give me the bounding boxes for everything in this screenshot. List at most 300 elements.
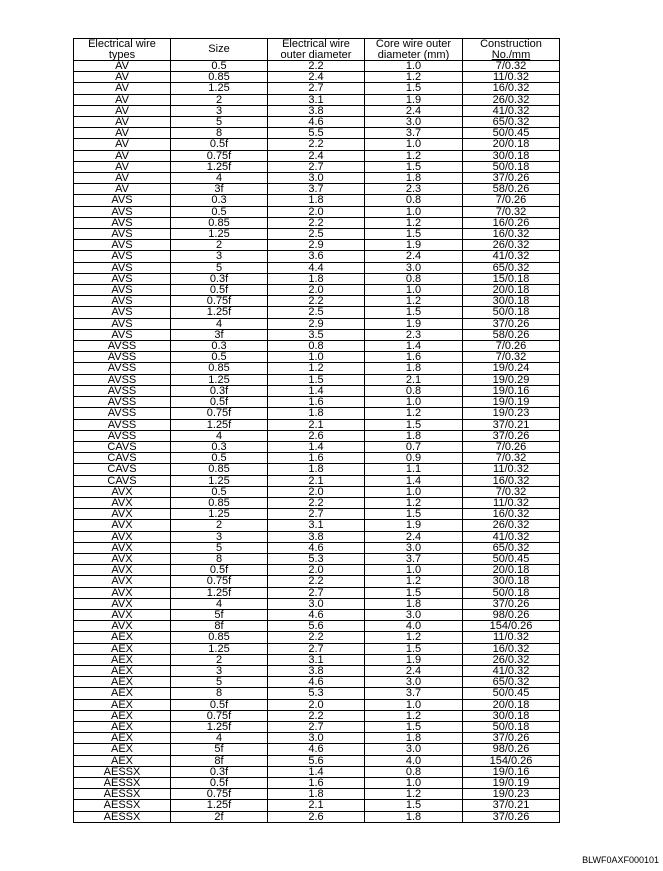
cell-wire-type: AVS bbox=[74, 329, 171, 340]
cell-core-diameter: 1.4 bbox=[365, 341, 463, 352]
cell-outer-diameter: 4.6 bbox=[268, 744, 365, 755]
table-row bbox=[74, 497, 560, 508]
cell-wire-type: AVS bbox=[74, 273, 171, 284]
cell-outer-diameter: 5.5 bbox=[268, 128, 365, 139]
table-row bbox=[74, 173, 560, 184]
cell-size: 4 bbox=[171, 733, 268, 744]
cell-outer-diameter: 3.0 bbox=[268, 598, 365, 609]
table-row bbox=[74, 587, 560, 598]
cell-wire-type: AESSX bbox=[74, 811, 171, 822]
table-row bbox=[74, 94, 560, 105]
cell-wire-type: AV bbox=[74, 105, 171, 116]
cell-core-diameter: 1.5 bbox=[365, 587, 463, 598]
table-body bbox=[74, 61, 560, 823]
cell-construction: 7/0.26 bbox=[463, 341, 560, 352]
cell-core-diameter: 2.4 bbox=[365, 665, 463, 676]
cell-core-diameter: 1.8 bbox=[365, 363, 463, 374]
table-row bbox=[74, 464, 560, 475]
cell-construction: 11/0.32 bbox=[463, 497, 560, 508]
header-core-line1: Core wire outer bbox=[375, 38, 452, 50]
cell-core-diameter: 1.4 bbox=[365, 475, 463, 486]
cell-outer-diameter: 3.6 bbox=[268, 251, 365, 262]
cell-construction: 50/0.18 bbox=[463, 721, 560, 732]
cell-core-diameter: 1.0 bbox=[365, 565, 463, 576]
cell-wire-type: AEX bbox=[74, 721, 171, 732]
cell-outer-diameter: 2.0 bbox=[268, 699, 365, 710]
cell-size: 1.25 bbox=[171, 83, 268, 94]
cell-size: 0.3 bbox=[171, 195, 268, 206]
cell-core-diameter: 1.0 bbox=[365, 285, 463, 296]
cell-wire-type: AV bbox=[74, 61, 171, 72]
table-row bbox=[74, 251, 560, 262]
cell-size: 0.5 bbox=[171, 486, 268, 497]
cell-outer-diameter: 1.0 bbox=[268, 352, 365, 363]
cell-core-diameter: 1.0 bbox=[365, 486, 463, 497]
cell-core-diameter: 0.8 bbox=[365, 766, 463, 777]
cell-wire-type: AVX bbox=[74, 576, 171, 587]
cell-size: 0.75f bbox=[171, 710, 268, 721]
table-row bbox=[74, 654, 560, 665]
cell-outer-diameter: 2.7 bbox=[268, 587, 365, 598]
cell-size: 1.25 bbox=[171, 374, 268, 385]
cell-core-diameter: 2.3 bbox=[365, 329, 463, 340]
cell-size: 3 bbox=[171, 105, 268, 116]
cell-core-diameter: 1.2 bbox=[365, 789, 463, 800]
table-row bbox=[74, 150, 560, 161]
cell-core-diameter: 3.7 bbox=[365, 553, 463, 564]
cell-construction: 15/0.18 bbox=[463, 273, 560, 284]
cell-size: 0.5f bbox=[171, 139, 268, 150]
cell-wire-type: AVSS bbox=[74, 352, 171, 363]
table-row bbox=[74, 766, 560, 777]
table-row bbox=[74, 83, 560, 94]
cell-outer-diameter: 1.5 bbox=[268, 374, 365, 385]
cell-construction: 37/0.26 bbox=[463, 598, 560, 609]
cell-construction: 37/0.21 bbox=[463, 419, 560, 430]
cell-construction: 7/0.32 bbox=[463, 486, 560, 497]
cell-core-diameter: 1.0 bbox=[365, 139, 463, 150]
cell-size: 1.25 bbox=[171, 509, 268, 520]
cell-construction: 30/0.18 bbox=[463, 576, 560, 587]
cell-outer-diameter: 4.6 bbox=[268, 542, 365, 553]
cell-construction: 16/0.32 bbox=[463, 475, 560, 486]
document-code: BLWF0AXF000101 bbox=[582, 855, 659, 865]
cell-wire-type: AVS bbox=[74, 307, 171, 318]
cell-size: 1.25f bbox=[171, 161, 268, 172]
cell-core-diameter: 1.9 bbox=[365, 318, 463, 329]
cell-construction: 19/0.19 bbox=[463, 397, 560, 408]
table-row bbox=[74, 553, 560, 564]
cell-core-diameter: 2.3 bbox=[365, 184, 463, 195]
cell-construction: 30/0.18 bbox=[463, 150, 560, 161]
cell-construction: 11/0.32 bbox=[463, 632, 560, 643]
cell-size: 3 bbox=[171, 251, 268, 262]
cell-wire-type: CAVS bbox=[74, 453, 171, 464]
cell-size: 5f bbox=[171, 609, 268, 620]
table-row bbox=[74, 609, 560, 620]
cell-outer-diameter: 1.6 bbox=[268, 778, 365, 789]
table-header bbox=[74, 39, 560, 61]
table-row bbox=[74, 789, 560, 800]
cell-wire-type: AV bbox=[74, 150, 171, 161]
header-wire-type-line2: types bbox=[108, 48, 136, 61]
table-row bbox=[74, 811, 560, 822]
cell-wire-type: AVS bbox=[74, 206, 171, 217]
cell-size: 5 bbox=[171, 677, 268, 688]
cell-core-diameter: 1.8 bbox=[365, 733, 463, 744]
cell-outer-diameter: 2.7 bbox=[268, 643, 365, 654]
cell-size: 8f bbox=[171, 755, 268, 766]
table-row bbox=[74, 475, 560, 486]
table-row bbox=[74, 341, 560, 352]
cell-wire-type: AEX bbox=[74, 733, 171, 744]
cell-construction: 26/0.32 bbox=[463, 94, 560, 105]
cell-wire-type: AVSS bbox=[74, 419, 171, 430]
cell-size: 0.85 bbox=[171, 363, 268, 374]
cell-size: 8 bbox=[171, 688, 268, 699]
cell-construction: 50/0.45 bbox=[463, 128, 560, 139]
cell-core-diameter: 3.0 bbox=[365, 677, 463, 688]
cell-outer-diameter: 5.6 bbox=[268, 755, 365, 766]
cell-size: 8 bbox=[171, 553, 268, 564]
cell-size: 0.3f bbox=[171, 385, 268, 396]
cell-construction: 16/0.26 bbox=[463, 217, 560, 228]
table-row bbox=[74, 72, 560, 83]
table-row bbox=[74, 721, 560, 732]
cell-outer-diameter: 1.8 bbox=[268, 408, 365, 419]
table-row bbox=[74, 184, 560, 195]
cell-construction: 50/0.45 bbox=[463, 688, 560, 699]
cell-construction: 65/0.32 bbox=[463, 542, 560, 553]
cell-wire-type: AESSX bbox=[74, 789, 171, 800]
cell-wire-type: AEX bbox=[74, 665, 171, 676]
table-row bbox=[74, 800, 560, 811]
table-row bbox=[74, 229, 560, 240]
cell-wire-type: AVS bbox=[74, 296, 171, 307]
cell-construction: 16/0.32 bbox=[463, 509, 560, 520]
cell-outer-diameter: 1.4 bbox=[268, 766, 365, 777]
cell-outer-diameter: 5.6 bbox=[268, 621, 365, 632]
cell-size: 0.75f bbox=[171, 789, 268, 800]
cell-size: 3f bbox=[171, 184, 268, 195]
cell-outer-diameter: 1.6 bbox=[268, 397, 365, 408]
cell-size: 0.3 bbox=[171, 441, 268, 452]
header-outer-line1: Electrical wire bbox=[282, 38, 350, 50]
cell-core-diameter: 0.7 bbox=[365, 441, 463, 452]
cell-construction: 50/0.18 bbox=[463, 307, 560, 318]
cell-outer-diameter: 2.0 bbox=[268, 565, 365, 576]
cell-size: 1.25f bbox=[171, 800, 268, 811]
table-row bbox=[74, 329, 560, 340]
cell-size: 1.25f bbox=[171, 419, 268, 430]
table-row bbox=[74, 397, 560, 408]
cell-size: 0.5f bbox=[171, 285, 268, 296]
cell-wire-type: AV bbox=[74, 128, 171, 139]
cell-construction: 20/0.18 bbox=[463, 699, 560, 710]
cell-size: 5f bbox=[171, 744, 268, 755]
cell-size: 0.5 bbox=[171, 61, 268, 72]
table-row bbox=[74, 430, 560, 441]
cell-outer-diameter: 2.1 bbox=[268, 475, 365, 486]
cell-wire-type: AV bbox=[74, 173, 171, 184]
wire-spec-table bbox=[73, 38, 560, 823]
cell-wire-type: AVS bbox=[74, 195, 171, 206]
cell-wire-type: AVS bbox=[74, 285, 171, 296]
cell-construction: 30/0.18 bbox=[463, 296, 560, 307]
cell-outer-diameter: 3.8 bbox=[268, 531, 365, 542]
cell-wire-type: AV bbox=[74, 83, 171, 94]
cell-core-diameter: 2.4 bbox=[365, 531, 463, 542]
cell-outer-diameter: 1.8 bbox=[268, 789, 365, 800]
cell-size: 1.25f bbox=[171, 307, 268, 318]
cell-outer-diameter: 3.7 bbox=[268, 184, 365, 195]
cell-size: 5 bbox=[171, 542, 268, 553]
cell-core-diameter: 3.0 bbox=[365, 262, 463, 273]
cell-construction: 37/0.26 bbox=[463, 811, 560, 822]
cell-wire-type: AEX bbox=[74, 632, 171, 643]
cell-size: 1.25 bbox=[171, 475, 268, 486]
cell-wire-type: AVX bbox=[74, 531, 171, 542]
cell-outer-diameter: 1.4 bbox=[268, 441, 365, 452]
cell-size: 8f bbox=[171, 621, 268, 632]
cell-construction: 7/0.32 bbox=[463, 352, 560, 363]
cell-size: 5 bbox=[171, 117, 268, 128]
cell-construction: 98/0.26 bbox=[463, 609, 560, 620]
table-row bbox=[74, 161, 560, 172]
cell-core-diameter: 4.0 bbox=[365, 621, 463, 632]
table-row bbox=[74, 710, 560, 721]
cell-core-diameter: 1.5 bbox=[365, 800, 463, 811]
cell-size: 0.85 bbox=[171, 632, 268, 643]
cell-outer-diameter: 5.3 bbox=[268, 553, 365, 564]
cell-wire-type: AEX bbox=[74, 755, 171, 766]
cell-construction: 16/0.32 bbox=[463, 229, 560, 240]
cell-outer-diameter: 2.6 bbox=[268, 811, 365, 822]
cell-construction: 16/0.32 bbox=[463, 643, 560, 654]
cell-wire-type: AVSS bbox=[74, 341, 171, 352]
cell-core-diameter: 1.5 bbox=[365, 509, 463, 520]
cell-outer-diameter: 3.8 bbox=[268, 665, 365, 676]
cell-core-diameter: 4.0 bbox=[365, 755, 463, 766]
cell-size: 0.75f bbox=[171, 408, 268, 419]
cell-wire-type: CAVS bbox=[74, 441, 171, 452]
cell-outer-diameter: 2.9 bbox=[268, 318, 365, 329]
cell-outer-diameter: 2.7 bbox=[268, 509, 365, 520]
table-row bbox=[74, 139, 560, 150]
table-row bbox=[74, 61, 560, 72]
header-core-line2: diameter (mm) bbox=[377, 48, 450, 61]
cell-construction: 11/0.32 bbox=[463, 464, 560, 475]
cell-wire-type: AVS bbox=[74, 262, 171, 273]
cell-core-diameter: 0.8 bbox=[365, 385, 463, 396]
cell-construction: 19/0.29 bbox=[463, 374, 560, 385]
table-row bbox=[74, 105, 560, 116]
cell-core-diameter: 1.2 bbox=[365, 150, 463, 161]
cell-size: 4 bbox=[171, 598, 268, 609]
cell-outer-diameter: 2.2 bbox=[268, 139, 365, 150]
cell-construction: 154/0.26 bbox=[463, 621, 560, 632]
cell-core-diameter: 2.4 bbox=[365, 105, 463, 116]
cell-outer-diameter: 3.1 bbox=[268, 654, 365, 665]
cell-core-diameter: 3.0 bbox=[365, 609, 463, 620]
cell-wire-type: AV bbox=[74, 117, 171, 128]
cell-size: 0.85 bbox=[171, 497, 268, 508]
cell-construction: 50/0.18 bbox=[463, 587, 560, 598]
cell-construction: 7/0.32 bbox=[463, 453, 560, 464]
cell-outer-diameter: 4.4 bbox=[268, 262, 365, 273]
cell-outer-diameter: 2.1 bbox=[268, 800, 365, 811]
table-row bbox=[74, 542, 560, 553]
cell-outer-diameter: 5.3 bbox=[268, 688, 365, 699]
cell-core-diameter: 1.1 bbox=[365, 464, 463, 475]
cell-core-diameter: 1.8 bbox=[365, 430, 463, 441]
cell-construction: 58/0.26 bbox=[463, 329, 560, 340]
cell-construction: 7/0.32 bbox=[463, 61, 560, 72]
cell-core-diameter: 0.9 bbox=[365, 453, 463, 464]
cell-core-diameter: 1.8 bbox=[365, 811, 463, 822]
cell-construction: 7/0.32 bbox=[463, 206, 560, 217]
cell-outer-diameter: 2.5 bbox=[268, 229, 365, 240]
cell-outer-diameter: 1.6 bbox=[268, 453, 365, 464]
cell-construction: 19/0.19 bbox=[463, 778, 560, 789]
cell-outer-diameter: 2.9 bbox=[268, 240, 365, 251]
cell-wire-type: AVSS bbox=[74, 397, 171, 408]
cell-construction: 65/0.32 bbox=[463, 677, 560, 688]
cell-outer-diameter: 2.2 bbox=[268, 576, 365, 587]
cell-outer-diameter: 2.2 bbox=[268, 632, 365, 643]
cell-outer-diameter: 2.7 bbox=[268, 83, 365, 94]
cell-size: 1.25 bbox=[171, 229, 268, 240]
cell-wire-type: AVX bbox=[74, 609, 171, 620]
cell-core-diameter: 1.0 bbox=[365, 778, 463, 789]
cell-construction: 20/0.18 bbox=[463, 285, 560, 296]
table-row bbox=[74, 733, 560, 744]
cell-core-diameter: 1.9 bbox=[365, 94, 463, 105]
cell-core-diameter: 1.9 bbox=[365, 240, 463, 251]
header-cons-line2: No./mm bbox=[491, 48, 531, 61]
table-row bbox=[74, 565, 560, 576]
cell-outer-diameter: 2.0 bbox=[268, 285, 365, 296]
table-row bbox=[74, 117, 560, 128]
cell-wire-type: AESSX bbox=[74, 800, 171, 811]
cell-size: 0.5f bbox=[171, 778, 268, 789]
cell-wire-type: AEX bbox=[74, 654, 171, 665]
cell-wire-type: AVX bbox=[74, 598, 171, 609]
cell-core-diameter: 1.5 bbox=[365, 307, 463, 318]
cell-construction: 7/0.26 bbox=[463, 195, 560, 206]
cell-core-diameter: 1.5 bbox=[365, 721, 463, 732]
cell-outer-diameter: 4.6 bbox=[268, 117, 365, 128]
cell-construction: 154/0.26 bbox=[463, 755, 560, 766]
cell-wire-type: AVS bbox=[74, 229, 171, 240]
cell-wire-type: AV bbox=[74, 161, 171, 172]
cell-construction: 50/0.18 bbox=[463, 161, 560, 172]
cell-outer-diameter: 1.8 bbox=[268, 273, 365, 284]
header-core-diameter bbox=[365, 39, 463, 61]
cell-size: 8 bbox=[171, 128, 268, 139]
cell-outer-diameter: 1.8 bbox=[268, 195, 365, 206]
cell-size: 0.75f bbox=[171, 150, 268, 161]
cell-construction: 19/0.16 bbox=[463, 766, 560, 777]
cell-wire-type: AVSS bbox=[74, 408, 171, 419]
cell-wire-type: AVSS bbox=[74, 374, 171, 385]
cell-wire-type: AEX bbox=[74, 677, 171, 688]
table-row bbox=[74, 699, 560, 710]
cell-construction: 20/0.18 bbox=[463, 139, 560, 150]
cell-size: 0.5f bbox=[171, 565, 268, 576]
cell-size: 2 bbox=[171, 240, 268, 251]
cell-outer-diameter: 2.4 bbox=[268, 72, 365, 83]
cell-core-diameter: 2.4 bbox=[365, 251, 463, 262]
cell-construction: 98/0.26 bbox=[463, 744, 560, 755]
cell-size: 0.3f bbox=[171, 273, 268, 284]
cell-construction: 19/0.16 bbox=[463, 385, 560, 396]
cell-construction: 41/0.32 bbox=[463, 251, 560, 262]
cell-core-diameter: 0.8 bbox=[365, 195, 463, 206]
cell-outer-diameter: 1.2 bbox=[268, 363, 365, 374]
cell-wire-type: AEX bbox=[74, 643, 171, 654]
cell-wire-type: AEX bbox=[74, 744, 171, 755]
table-row bbox=[74, 509, 560, 520]
cell-construction: 37/0.26 bbox=[463, 733, 560, 744]
table-row bbox=[74, 643, 560, 654]
cell-wire-type: AVX bbox=[74, 565, 171, 576]
cell-construction: 65/0.32 bbox=[463, 117, 560, 128]
cell-core-diameter: 3.7 bbox=[365, 688, 463, 699]
table-row bbox=[74, 688, 560, 699]
table-row bbox=[74, 385, 560, 396]
table-row bbox=[74, 520, 560, 531]
cell-wire-type: AVS bbox=[74, 318, 171, 329]
cell-size: 2f bbox=[171, 811, 268, 822]
cell-size: 2 bbox=[171, 94, 268, 105]
cell-outer-diameter: 2.2 bbox=[268, 710, 365, 721]
cell-size: 0.5f bbox=[171, 397, 268, 408]
cell-outer-diameter: 2.4 bbox=[268, 150, 365, 161]
cell-core-diameter: 2.1 bbox=[365, 374, 463, 385]
table-row bbox=[74, 744, 560, 755]
cell-size: 1.25f bbox=[171, 721, 268, 732]
cell-wire-type: AVSS bbox=[74, 363, 171, 374]
cell-wire-type: AVX bbox=[74, 553, 171, 564]
cell-size: 1.25 bbox=[171, 643, 268, 654]
cell-size: 0.75f bbox=[171, 576, 268, 587]
cell-core-diameter: 1.9 bbox=[365, 520, 463, 531]
header-outer-diameter bbox=[268, 39, 365, 61]
cell-construction: 7/0.26 bbox=[463, 441, 560, 452]
table-row bbox=[74, 408, 560, 419]
cell-construction: 26/0.32 bbox=[463, 520, 560, 531]
cell-size: 4 bbox=[171, 430, 268, 441]
cell-construction: 19/0.23 bbox=[463, 408, 560, 419]
cell-core-diameter: 1.2 bbox=[365, 710, 463, 721]
cell-wire-type: AESSX bbox=[74, 766, 171, 777]
cell-size: 2 bbox=[171, 654, 268, 665]
table-row bbox=[74, 128, 560, 139]
cell-core-diameter: 1.2 bbox=[365, 72, 463, 83]
cell-size: 0.5f bbox=[171, 699, 268, 710]
cell-core-diameter: 1.2 bbox=[365, 408, 463, 419]
cell-outer-diameter: 4.6 bbox=[268, 609, 365, 620]
cell-size: 5 bbox=[171, 262, 268, 273]
table-row bbox=[74, 441, 560, 452]
cell-construction: 37/0.21 bbox=[463, 800, 560, 811]
cell-core-diameter: 1.2 bbox=[365, 632, 463, 643]
cell-outer-diameter: 3.8 bbox=[268, 105, 365, 116]
cell-outer-diameter: 2.0 bbox=[268, 206, 365, 217]
table-row bbox=[74, 307, 560, 318]
cell-outer-diameter: 2.7 bbox=[268, 721, 365, 732]
